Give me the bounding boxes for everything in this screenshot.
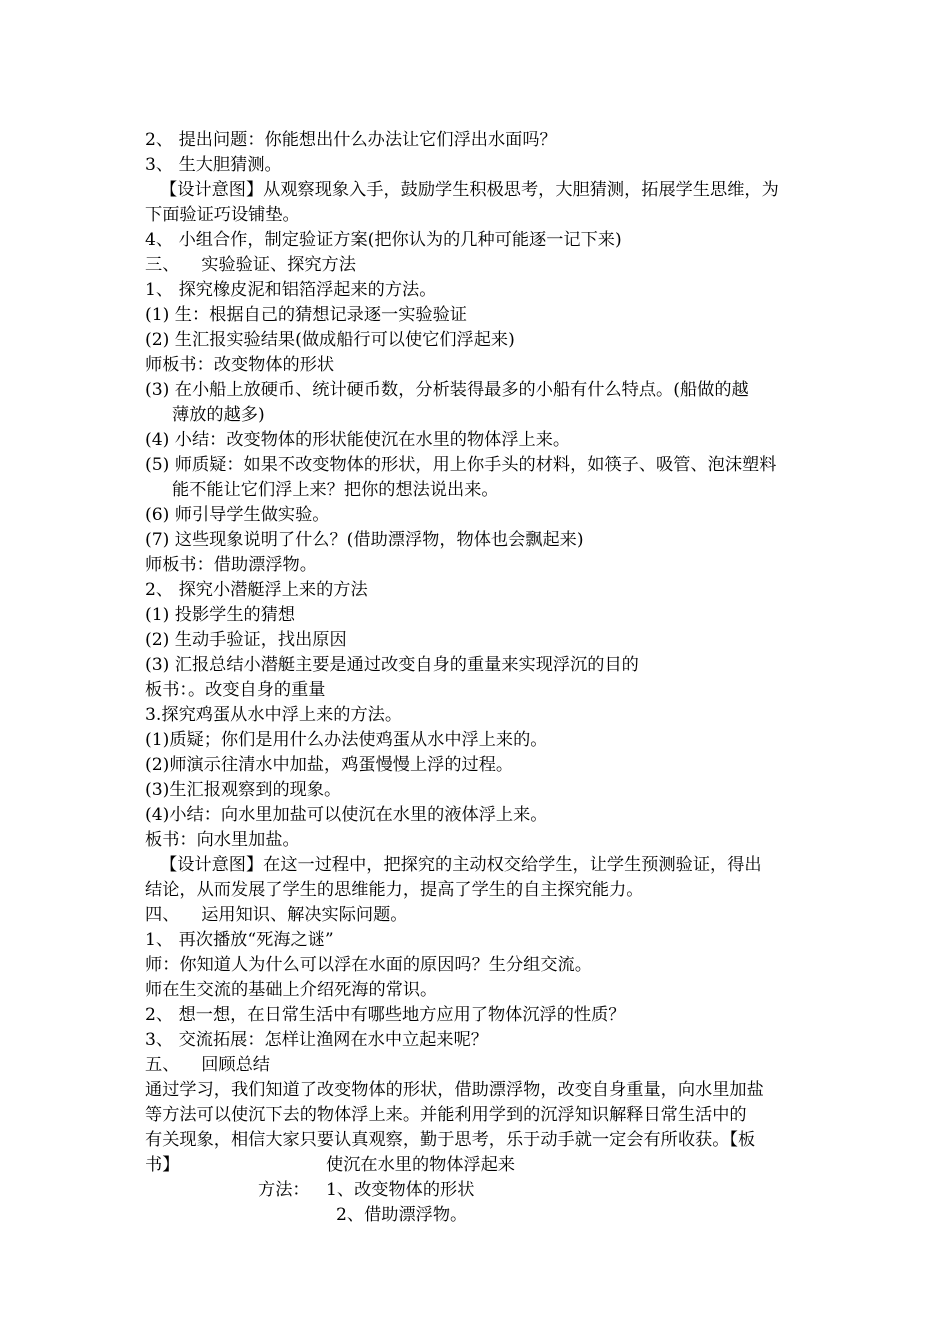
- text-line: (1) 投影学生的猜想: [145, 605, 296, 625]
- text-line: 下面验证巧设铺垫。: [145, 205, 300, 225]
- text-line: (2) 生汇报实验结果(做成船行可以使它们浮起来): [145, 330, 515, 350]
- text-line: 薄放的越多): [172, 405, 265, 425]
- text-line: (2) 生动手验证，找出原因: [145, 630, 347, 650]
- text-line: 师板书：借助漂浮物。: [145, 555, 317, 575]
- text-line: 1、 再次播放“死海之谜”: [145, 930, 334, 950]
- text-line: 师板书：改变物体的形状: [145, 355, 335, 375]
- text-line: 板书：。改变自身的重量: [145, 680, 326, 700]
- text-line: (3) 汇报总结小潜艇主要是通过改变自身的重量来实现浮沉的目的: [145, 655, 639, 675]
- text-line: (4)小结：向水里加盐可以使沉在水里的液体浮上来。: [145, 805, 548, 825]
- text-line: (2)师演示往清水中加盐，鸡蛋慢慢上浮的过程。: [145, 755, 514, 775]
- text-line: (5) 师质疑：如果不改变物体的形状，用上你手头的材料，如筷子、吸管、泡沫塑料: [145, 455, 777, 475]
- section-heading: 五、 回顾总结: [145, 1055, 270, 1075]
- text-line: 3、 生大胆猜测。: [145, 155, 282, 175]
- text-line: 通过学习，我们知道了改变物体的形状，借助漂浮物，改变自身重量，向水里加盐: [145, 1080, 764, 1100]
- text-line: 3.探究鸡蛋从水中浮上来的方法。: [145, 705, 403, 725]
- text-line: 师在生交流的基础上介绍死海的常识。: [145, 980, 438, 1000]
- text-line: (4) 小结：改变物体的形状能使沉在水里的物体浮上来。: [145, 430, 571, 450]
- text-line: 2、 想一想，在日常生活中有哪些地方应用了物体沉浮的性质？: [145, 1005, 626, 1025]
- board-item: 1、改变物体的形状: [326, 1180, 475, 1200]
- text-line: 等方法可以使沉下去的物体浮上来。并能利用学到的沉浮知识解释日常生活中的: [145, 1105, 747, 1125]
- board-item: 2、借助漂浮物。: [336, 1205, 468, 1225]
- text-line: 有关现象，相信大家只要认真观察，勤于思考，乐于动手就一定会有所收获。【板: [145, 1130, 756, 1150]
- text-line: 师：你知道人为什么可以浮在水面的原因吗？生分组交流。: [145, 955, 592, 975]
- text-line: 结论，从而发展了学生的思维能力，提高了学生的自主探究能力。: [145, 880, 644, 900]
- text-line: (1)质疑；你们是用什么办法使鸡蛋从水中浮上来的。: [145, 730, 548, 750]
- text-line: (3) 在小船上放硬币、统计硬币数，分析装得最多的小船有什么特点。(船做的越: [145, 380, 749, 400]
- text-line: 4、 小组合作，制定验证方案(把你认为的几种可能逐一记下来): [145, 230, 622, 250]
- text-line: 书】: [145, 1155, 180, 1175]
- text-line: (7) 这些现象说明了什么？(借助漂浮物，物体也会飘起来): [145, 530, 584, 550]
- section-heading: 四、 运用知识、解决实际问题。: [145, 905, 408, 925]
- board-title: 使沉在水里的物体浮起来: [326, 1155, 516, 1175]
- text-line: 板书：向水里加盐。: [145, 830, 300, 850]
- text-line: 2、 探究小潜艇浮上来的方法: [145, 580, 368, 600]
- text-line: 【设计意图】从观察现象入手，鼓励学生积极思考，大胆猜测，拓展学生思维，为: [160, 180, 779, 200]
- text-line: 3、 交流拓展：怎样让渔网在水中立起来呢？: [145, 1030, 488, 1050]
- text-line: (3)生汇报观察到的现象。: [145, 780, 342, 800]
- text-line: 能不能让它们浮上来？把你的想法说出来。: [172, 480, 499, 500]
- section-heading: 三、 实验验证、探究方法: [145, 255, 356, 275]
- text-line: 【设计意图】在这一过程中，把探究的主动权交给学生，让学生预测验证，得出: [160, 855, 762, 875]
- text-line: 2、 提出问题：你能想出什么办法让它们浮出水面吗？: [145, 130, 557, 150]
- text-line: 1、 探究橡皮泥和铝箔浮起来的方法。: [145, 280, 437, 300]
- text-line: (1) 生：根据自己的猜想记录逐一实验验证: [145, 305, 467, 325]
- text-line: (6) 师引导学生做实验。: [145, 505, 330, 525]
- board-method-label: 方法：: [258, 1180, 310, 1200]
